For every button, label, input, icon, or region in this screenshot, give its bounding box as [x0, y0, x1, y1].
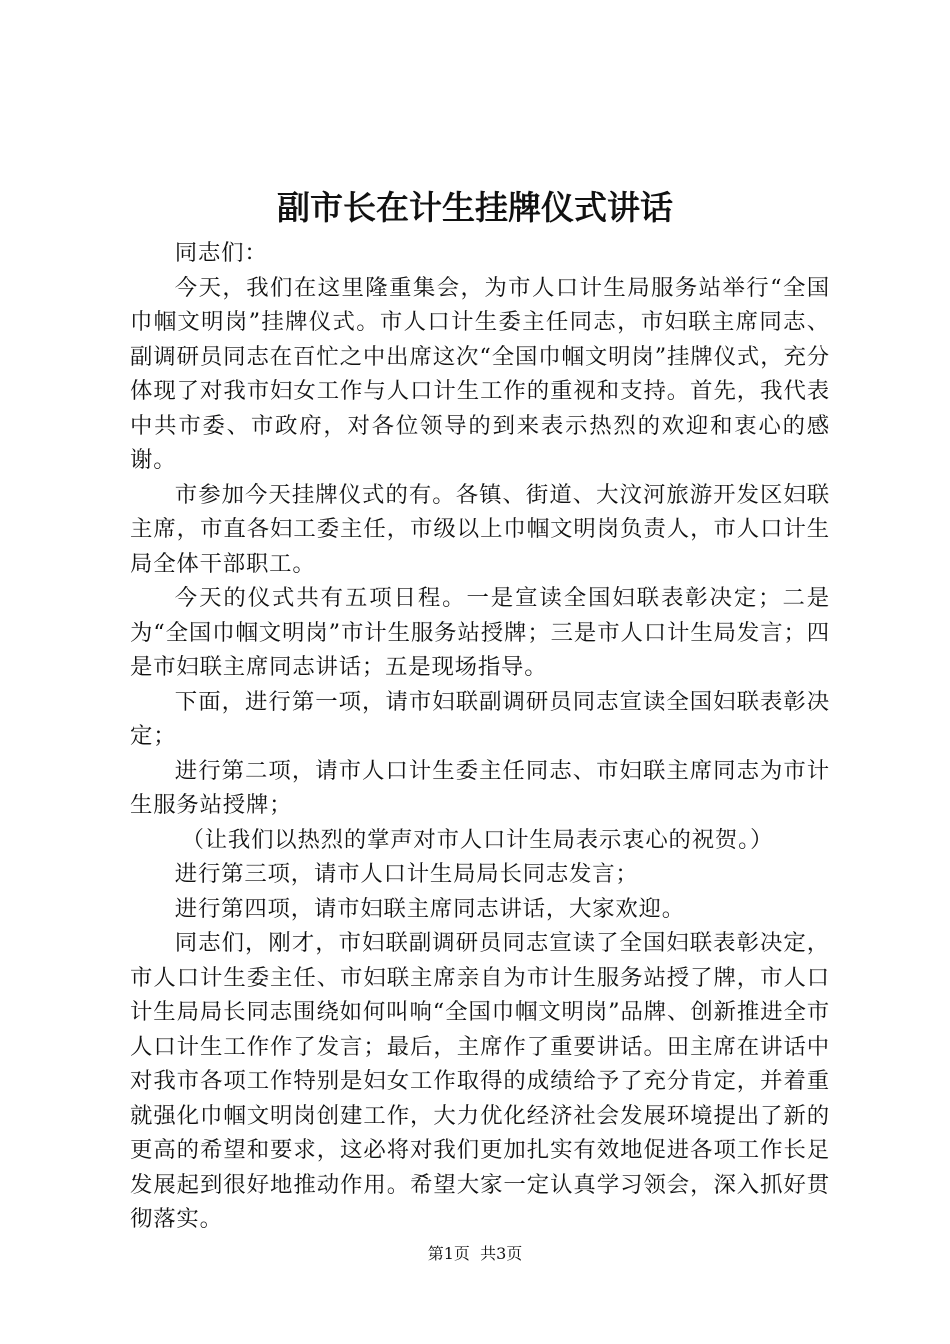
paragraph-applause: （让我们以热烈的掌声对市人口计生局表示衷心的祝贺。）: [181, 826, 774, 853]
document-body: [130, 236, 830, 1237]
paragraph-agenda: 今天的仪式共有五项日程。一是宣读全国妇联表彰决定；二是为“全国巾帼文明岗”市计生服务站授牌；三是市人口计生局发言；四是市妇联主席同志讲话；五是现场指导。: [130, 585, 830, 680]
document-title: 副市长在计生挂牌仪式讲话: [277, 188, 673, 227]
page-footer: [0, 1243, 950, 1265]
page-number-label: 第1页 共3页: [427, 1244, 523, 1263]
paragraph-item-three: 进行第三项，请市人口计生局局长同志发言；: [174, 861, 639, 887]
paragraph-salutation: 同志们：: [174, 240, 268, 266]
paragraph-opening: 今天，我们在这里隆重集会，为市人口计生局服务站举行“全国巾帼文明岗”挂牌仪式。市人口计生委主任同志，市妇联主席同志、副调研员同志在百忙之中出席这次“全国巾帼文明岗”挂牌仪式，充分体现了对我市妇女工作与人口计生工作的重视和支持。首先，我代表中共市委、市政府，对各位领导的到来表示热烈的欢迎和衷心的感谢。: [130, 274, 830, 473]
paragraph-item-two: 进行第二项，请市人口计生委主任同志、市妇联主席同志为市计生服务站授牌；: [130, 757, 830, 818]
paragraph-item-four: 进行第四项，请市妇联主席同志讲话，大家欢迎。: [174, 895, 685, 922]
paragraph-closing: 同志们，刚才，市妇联副调研员同志宣读了全国妇联表彰决定，市人口计生委主任、市妇联主席亲自为市计生服务站授了牌，市人口计生局局长同志围绕如何叫响“全国巾帼文明岗”品牌、创新推进全市人口计生工作作了发言；最后，主席作了重要讲话。田主席在讲话中对我市各项工作特别是妇女工作取得的成绩给予了充分肯定，并着重就强化巾帼文明岗创建工作，大力优化经济社会发展环境提出了新的更高的希望和要求，这必将对我们更加扎实有效地促进各项工作长足发展起到很好地推动作用。希望大家一定认真学习领会，深入抓好贯彻落实。: [130, 930, 830, 1232]
paragraph-attendees: 市参加今天挂牌仪式的有。各镇、街道、大汶河旅游开发区妇联主席，市直各妇工委主任，市级以上巾帼文明岗负责人，市人口计生局全体干部职工。: [130, 481, 830, 577]
paragraph-item-one: 下面，进行第一项，请市妇联副调研员同志宣读全国妇联表彰决定；: [130, 688, 830, 749]
